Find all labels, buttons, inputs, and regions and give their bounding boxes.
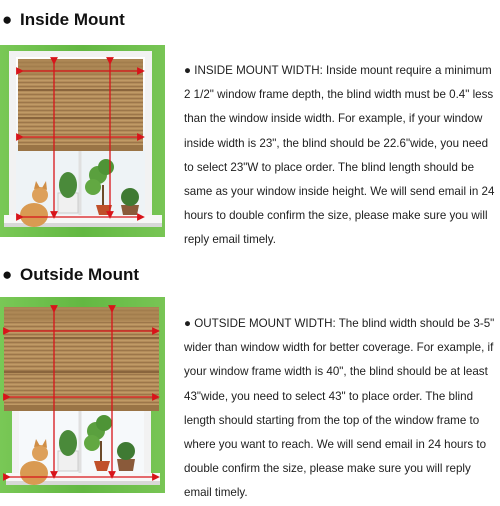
outside-mount-heading — [2, 265, 139, 285]
inside-mount-heading — [2, 10, 125, 30]
inside-mount-illustration — [0, 45, 165, 237]
outside-mount-description: ● OUTSIDE MOUNT WIDTH: The blind width should be 3-5" wider than window width for better coverage. For example, if your window frame width is 40", the blind should be at least 43"wide, you need to select 43" to place order. The blind length should starting from the top of the window frame to where you want to reach. We will send email in 24 hours to double confirm the size, please make sure you will reply email timely. — [184, 317, 495, 500]
inside-mount-title: Inside Mount — [20, 10, 125, 29]
heading-bullet: ● — [2, 10, 13, 29]
inside-mount-description: ● INSIDE MOUNT WIDTH: Inside mount require a minimum 2 1/2" window frame depth, the blind width must be 0.4" less than the window inside width. For example, if your window inside width is 23", the blind should be 22.6"wide, you need to select 23"W to place order. The blind length should be same as your window inside height. We will send email in 24 hours to double confirm the size, please make sure you will reply email timely. — [184, 64, 495, 247]
outside-mount-illustration — [0, 297, 165, 493]
heading-bullet: ● — [2, 265, 13, 284]
outside-mount-title: Outside Mount — [20, 265, 139, 284]
